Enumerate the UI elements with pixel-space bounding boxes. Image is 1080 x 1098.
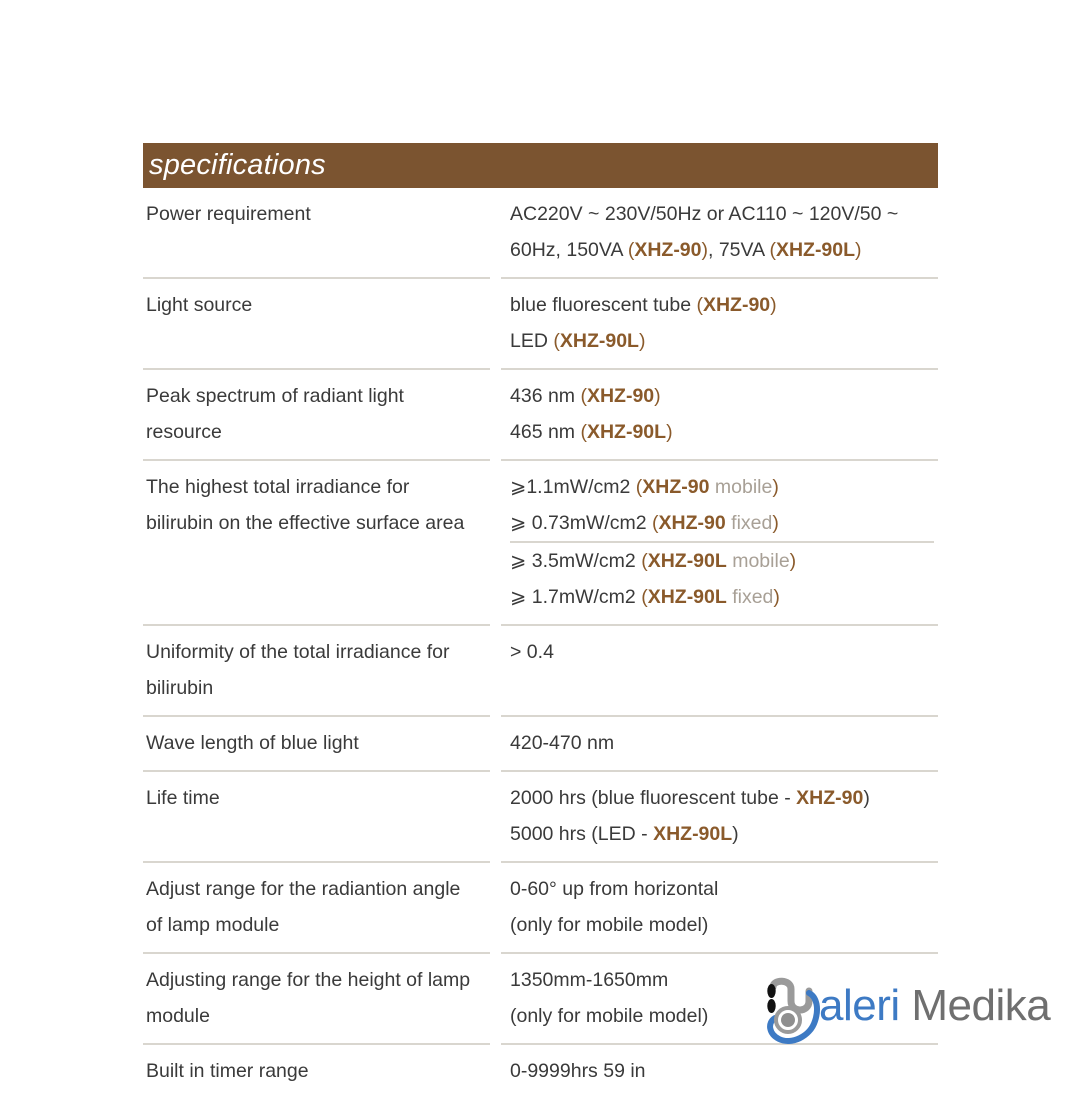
value-text: blue fluorescent tube (510, 294, 697, 316)
table-row (143, 717, 938, 772)
value-paren: ( (580, 385, 587, 407)
column-gap (490, 279, 501, 370)
row-label: Peak spectrum of radiant light resource (146, 385, 404, 443)
value-text: ⩾ 0.73mW/cm2 (510, 512, 653, 534)
value-text: LED (510, 330, 554, 352)
row-value-cell (501, 863, 938, 954)
value-text: AC220V ~ 230V/50Hz or AC110 ~ 120V/50 ~ (510, 203, 899, 225)
value-text: 436 nm (510, 385, 581, 407)
page-title: specifications (149, 149, 326, 181)
value-paren: ) (638, 330, 646, 352)
table-row (143, 279, 938, 370)
value-paren: ( (652, 512, 659, 534)
row-value-line (510, 543, 934, 579)
model-name: XHZ-90L (647, 550, 727, 572)
row-value-cell (501, 717, 938, 772)
row-value-cell (501, 1045, 938, 1098)
value-paren: ) (789, 550, 797, 572)
row-value-cell (501, 188, 938, 279)
galeri-medika-logo (757, 975, 1051, 1045)
column-gap (490, 188, 501, 279)
column-gap (490, 461, 501, 626)
row-label: Life time (146, 787, 220, 809)
row-value-line (510, 414, 934, 450)
row-value-line (510, 907, 934, 943)
row-value-cell (501, 772, 938, 863)
value-qualifier: mobile (726, 550, 790, 572)
value-paren: ) (770, 294, 777, 316)
value-text: 0-9999hrs 59 in (510, 1060, 646, 1082)
model-name: XHZ-90L (653, 823, 733, 845)
table-row (143, 772, 938, 863)
value-text: ) (732, 823, 739, 845)
model-name: XHZ-90 (586, 385, 655, 407)
row-label-cell (143, 279, 490, 370)
value-paren: ( (641, 550, 648, 572)
row-value-line (510, 378, 934, 414)
row-label-cell (143, 717, 490, 772)
row-value-line (510, 1053, 934, 1089)
table-row (143, 461, 938, 626)
row-label-cell (143, 954, 490, 1045)
value-text: ) (863, 787, 870, 809)
row-value-cell (501, 626, 938, 717)
value-paren: ) (773, 586, 780, 608)
value-text: 5000 hrs (LED - (510, 823, 654, 845)
row-value-cell (501, 279, 938, 370)
value-text: (only for mobile model) (510, 1005, 709, 1027)
value-text: ⩾ 1.7mW/cm2 (510, 586, 642, 608)
logo-word-galeri: aleri (819, 981, 900, 1030)
value-text: > 0.4 (510, 641, 554, 663)
column-gap (490, 772, 501, 863)
column-gap (490, 370, 501, 461)
row-label-cell (143, 772, 490, 863)
row-label: Light source (146, 294, 253, 316)
value-paren: ) (772, 476, 779, 498)
value-paren: ( (553, 330, 560, 352)
table-row (143, 188, 938, 279)
row-label: The highest total irradiance for bilirubin on the effective surface area (146, 476, 465, 534)
model-name: XHZ-90L (559, 330, 639, 352)
table-row (143, 1045, 938, 1098)
model-name: XHZ-90L (586, 421, 667, 443)
row-label-cell (143, 863, 490, 954)
model-name: XHZ-90 (642, 476, 710, 498)
table-row (143, 370, 938, 461)
row-label-cell (143, 1045, 490, 1098)
row-value-line (510, 287, 934, 323)
row-value-cell (501, 370, 938, 461)
model-name: XHZ-90L (775, 239, 856, 261)
table-body (143, 188, 938, 1098)
value-text: 60Hz, 150VA (510, 239, 628, 261)
row-label: Built in timer range (146, 1060, 309, 1082)
value-text: 465 nm (510, 421, 581, 443)
row-value-line (510, 816, 934, 852)
value-text: 0-60° up from horizontal (510, 878, 719, 900)
row-value-line (510, 780, 934, 816)
table-row (143, 863, 938, 954)
value-paren: ) (701, 239, 708, 261)
model-name: XHZ-90 (634, 239, 702, 261)
row-label-cell (143, 461, 490, 626)
value-paren: ( (641, 586, 648, 608)
row-value-cell (501, 461, 938, 626)
column-gap (490, 863, 501, 954)
value-paren: ( (635, 476, 643, 498)
row-value-line (510, 196, 934, 232)
value-text: 2000 hrs (blue fluorescent tube - (510, 787, 797, 809)
row-label: Power requirement (146, 203, 311, 225)
row-value-line (510, 871, 934, 907)
model-name: XHZ-90L (647, 586, 727, 608)
row-value-line (510, 232, 934, 268)
specifications-table (143, 143, 938, 1098)
row-value-line (510, 323, 934, 359)
value-paren: ) (654, 385, 661, 407)
row-value-line (510, 469, 934, 505)
value-qualifier: mobile (709, 476, 773, 498)
column-gap (490, 1045, 501, 1098)
row-label-cell (143, 370, 490, 461)
value-text: 1350mm-1650mm (510, 969, 669, 991)
column-gap (490, 626, 501, 717)
row-label: Adjust range for the radiantion angle of lamp module (146, 878, 461, 936)
value-paren: ( (580, 421, 587, 443)
value-text: 420-470 nm (510, 732, 615, 754)
row-label-cell (143, 188, 490, 279)
value-qualifier: fixed (726, 586, 774, 608)
row-label: Wave length of blue light (146, 732, 359, 754)
value-paren: ( (769, 239, 776, 261)
value-paren: ( (627, 239, 635, 261)
table-row (143, 626, 938, 717)
model-name: XHZ-90 (702, 294, 771, 316)
model-name: XHZ-90 (658, 512, 726, 534)
value-paren: ) (772, 512, 779, 534)
table-header-bar (143, 143, 938, 188)
column-gap (490, 717, 501, 772)
row-value-line (510, 634, 934, 670)
logo-word-medika: Medika (899, 981, 1051, 1030)
row-value-line (510, 505, 934, 541)
value-paren: ) (666, 421, 673, 443)
row-label: Uniformity of the total irradiance for bilirubin (146, 641, 450, 699)
logo-wordmark (819, 981, 1050, 1031)
value-text: ⩾1.1mW/cm2 (510, 476, 636, 498)
model-name: XHZ-90 (796, 787, 864, 809)
value-paren: ) (855, 239, 862, 261)
value-text: , 75VA (708, 239, 770, 261)
row-value-line (510, 725, 934, 761)
column-gap (490, 954, 501, 1045)
value-paren: ( (696, 294, 703, 316)
value-text: (only for mobile model) (510, 914, 709, 936)
value-qualifier: fixed (725, 512, 773, 534)
row-label: Adjusting range for the height of lamp module (146, 969, 471, 1027)
row-value-line (510, 579, 934, 615)
value-text: ⩾ 3.5mW/cm2 (510, 550, 642, 572)
row-label-cell (143, 626, 490, 717)
